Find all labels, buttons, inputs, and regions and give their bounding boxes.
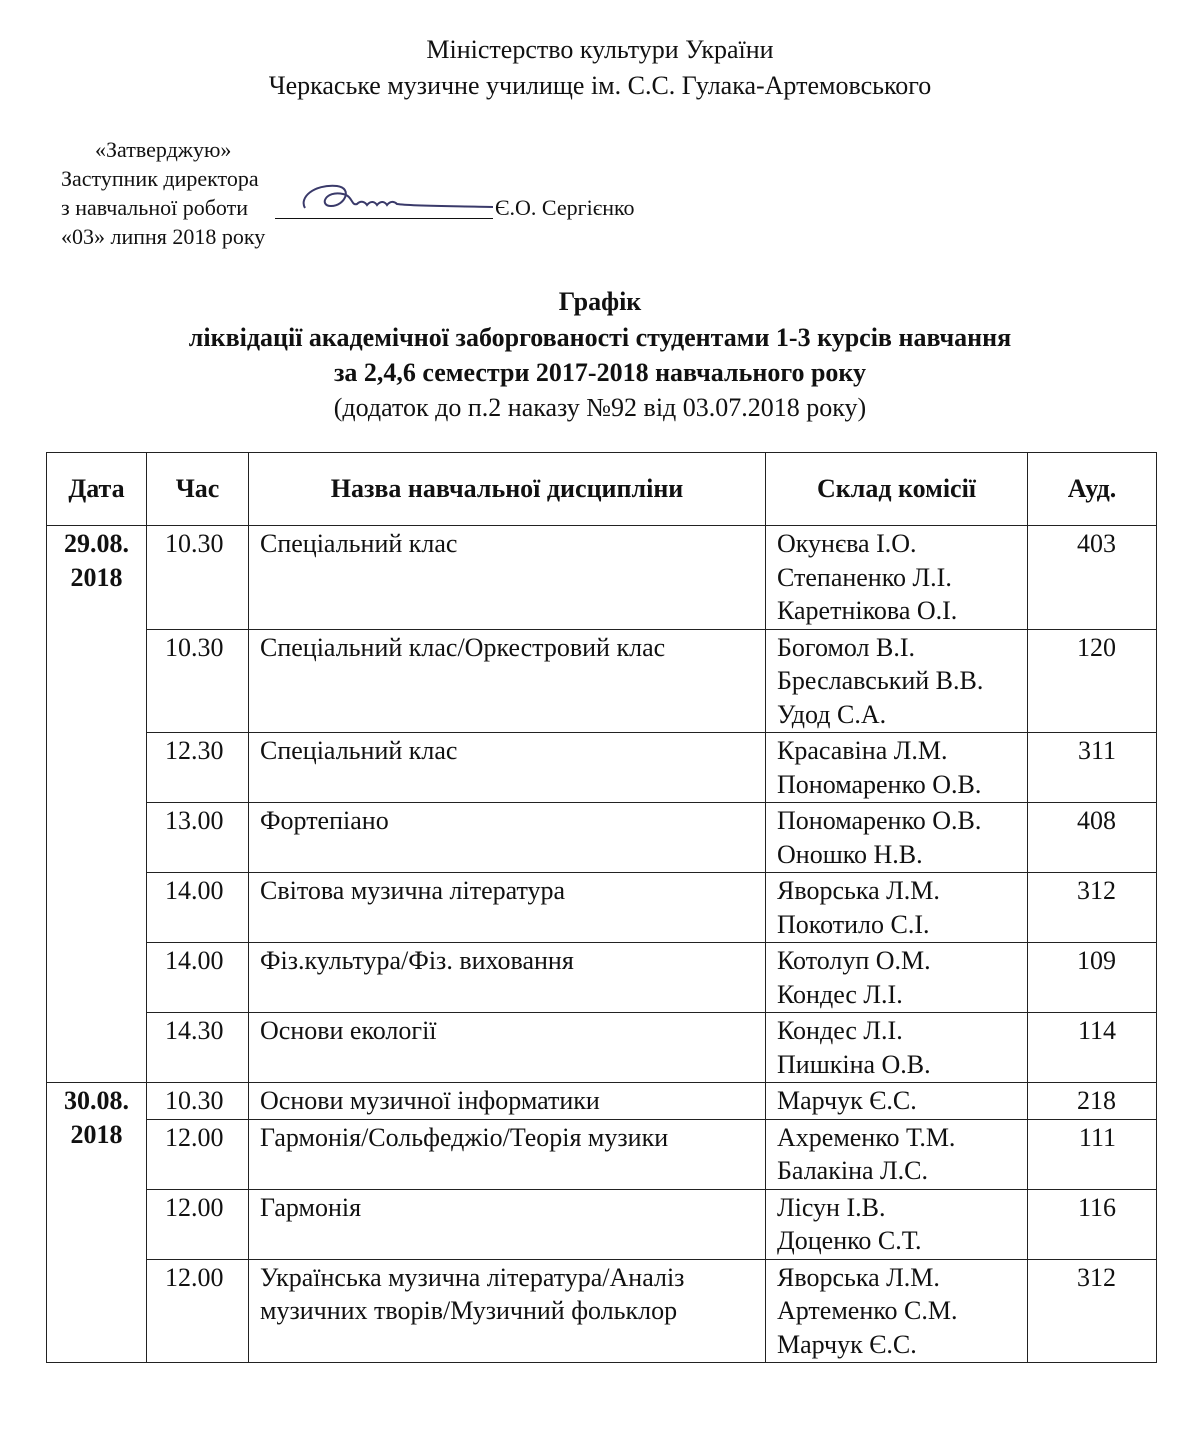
subject-cell: Світова музична література: [249, 873, 766, 943]
time-cell: 14.00: [147, 873, 249, 943]
commission-member: Яворська Л.М.: [777, 876, 940, 905]
commission-member: Лісун І.В.: [777, 1192, 886, 1222]
date-text: 2018: [70, 562, 123, 592]
room-cell: 111: [1028, 1119, 1157, 1189]
subject-cell: Спеціальний клас: [249, 526, 766, 630]
subject-cell: Гармонія/Сольфеджіо/Теорія музики: [249, 1119, 766, 1189]
commission-cell: [766, 1119, 1028, 1189]
column-header-commission: Склад комісії: [766, 453, 1028, 526]
subject-cell: Спеціальний клас: [249, 733, 766, 803]
document-title: Графік: [558, 287, 642, 316]
commission-member: Ахременко Т.М.: [777, 1122, 956, 1152]
room-cell: 109: [1028, 943, 1157, 1013]
subject-cell: Українська музична література/Аналіз музичних творів/Музичний фольклор: [249, 1259, 766, 1363]
commission-cell: [766, 943, 1028, 1013]
table-row: [47, 1083, 1157, 1120]
approval-position-line1: Заступник директора: [61, 166, 259, 191]
commission-cell: [766, 629, 1028, 733]
commission-member: Доценко С.Т.: [777, 1226, 922, 1255]
time-cell: 13.00: [147, 803, 249, 873]
date-cell: [47, 526, 147, 1083]
time-cell: 12.00: [147, 1119, 249, 1189]
table-row: [47, 803, 1157, 873]
commission-cell: [766, 873, 1028, 943]
time-cell: 12.30: [147, 733, 249, 803]
commission-member: Балакіна Л.С.: [777, 1156, 928, 1185]
commission-member: Покотило С.І.: [777, 909, 930, 939]
room-cell: 116: [1028, 1189, 1157, 1259]
document-subtitle-line2: за 2,4,6 семестри 2017-2018 навчального року: [333, 358, 867, 387]
subject-cell: Гармонія: [249, 1189, 766, 1259]
approval-position-line2: з навчальної роботи: [61, 195, 248, 220]
time-cell: 12.00: [147, 1259, 249, 1363]
commission-member: Пономаренко О.В.: [777, 806, 982, 835]
room-cell: 218: [1028, 1083, 1157, 1120]
room-cell: 312: [1028, 873, 1157, 943]
time-cell: 10.30: [147, 526, 249, 630]
subject-cell: Фортепіано: [249, 803, 766, 873]
column-header-room: Ауд.: [1028, 453, 1157, 526]
table-row: [47, 873, 1157, 943]
commission-member: Кондес Л.І.: [777, 979, 903, 1009]
column-header-time: Час: [147, 453, 249, 526]
commission-member: Богомол В.І.: [777, 632, 916, 662]
approver-name: Є.О. Сергієнко: [495, 195, 635, 220]
approval-word: «Затверджую»: [95, 137, 232, 162]
date-text: 30.08.: [64, 1086, 129, 1115]
commission-member: Каретнікова О.І.: [777, 596, 958, 625]
commission-member: Артеменко С.М.: [777, 1296, 958, 1325]
table-row: [47, 1119, 1157, 1189]
commission-member: Кондес Л.І.: [777, 1016, 903, 1045]
date-text: 2018: [70, 1119, 123, 1149]
schedule-table: [46, 452, 1157, 1363]
table-row: [47, 1259, 1157, 1363]
table-row: [47, 629, 1157, 733]
commission-member: Марчук Є.С.: [777, 1086, 917, 1115]
school-name: Черкаське музичне училище ім. С.С. Гулака-Артемовського: [268, 71, 932, 100]
subject-cell: Фіз.культура/Фіз. виховання: [249, 943, 766, 1013]
commission-member: Пишкіна О.В.: [777, 1049, 931, 1079]
subject-cell: Основи екології: [249, 1013, 766, 1083]
commission-cell: [766, 1083, 1028, 1120]
column-header-subject: Назва навчальної дисципліни: [249, 453, 766, 526]
commission-cell: [766, 803, 1028, 873]
subject-cell: Основи музичної інформатики: [249, 1083, 766, 1120]
table-row: [47, 526, 1157, 630]
time-cell: 12.00: [147, 1189, 249, 1259]
ministry-name: Міністерство культури України: [426, 35, 774, 64]
approval-date: «03» липня 2018 року: [61, 224, 266, 249]
room-cell: 403: [1028, 526, 1157, 630]
table-row: [47, 733, 1157, 803]
commission-member: Красавіна Л.М.: [777, 736, 948, 765]
commission-cell: [766, 1013, 1028, 1083]
time-cell: 10.30: [147, 1083, 249, 1120]
room-cell: 311: [1028, 733, 1157, 803]
time-cell: 14.00: [147, 943, 249, 1013]
room-cell: 312: [1028, 1259, 1157, 1363]
table-body: [47, 526, 1157, 1363]
commission-member: Бреславський В.В.: [777, 666, 984, 695]
commission-member: Степаненко Л.І.: [777, 562, 952, 592]
date-cell: [47, 1083, 147, 1363]
commission-member: Окунєва І.О.: [777, 529, 917, 558]
table-header-row: [47, 453, 1157, 526]
commission-member: Удод С.А.: [777, 699, 887, 729]
time-cell: 10.30: [147, 629, 249, 733]
handwritten-signature: [295, 176, 505, 221]
time-cell: 14.30: [147, 1013, 249, 1083]
table-row: [47, 943, 1157, 1013]
commission-member: Котолуп О.М.: [777, 946, 931, 975]
table-row: [47, 1013, 1157, 1083]
commission-cell: [766, 733, 1028, 803]
document-subtitle-line1: ліквідації академічної заборгованості студентами 1-3 курсів навчання: [188, 323, 1012, 352]
commission-member: Марчук Є.С.: [777, 1329, 917, 1359]
commission-member: Оношко Н.В.: [777, 839, 923, 869]
commission-cell: [766, 1259, 1028, 1363]
table-row: [47, 1189, 1157, 1259]
room-cell: 120: [1028, 629, 1157, 733]
document-appendix-note: (додаток до п.2 наказу №92 від 03.07.2018 року): [333, 393, 867, 422]
date-text: 29.08.: [64, 529, 129, 558]
commission-member: Яворська Л.М.: [777, 1262, 940, 1292]
commission-member: Пономаренко О.В.: [777, 769, 982, 799]
commission-cell: [766, 526, 1028, 630]
commission-cell: [766, 1189, 1028, 1259]
subject-cell: Спеціальний клас/Оркестровий клас: [249, 629, 766, 733]
room-cell: 408: [1028, 803, 1157, 873]
room-cell: 114: [1028, 1013, 1157, 1083]
column-header-date: Дата: [47, 453, 147, 526]
